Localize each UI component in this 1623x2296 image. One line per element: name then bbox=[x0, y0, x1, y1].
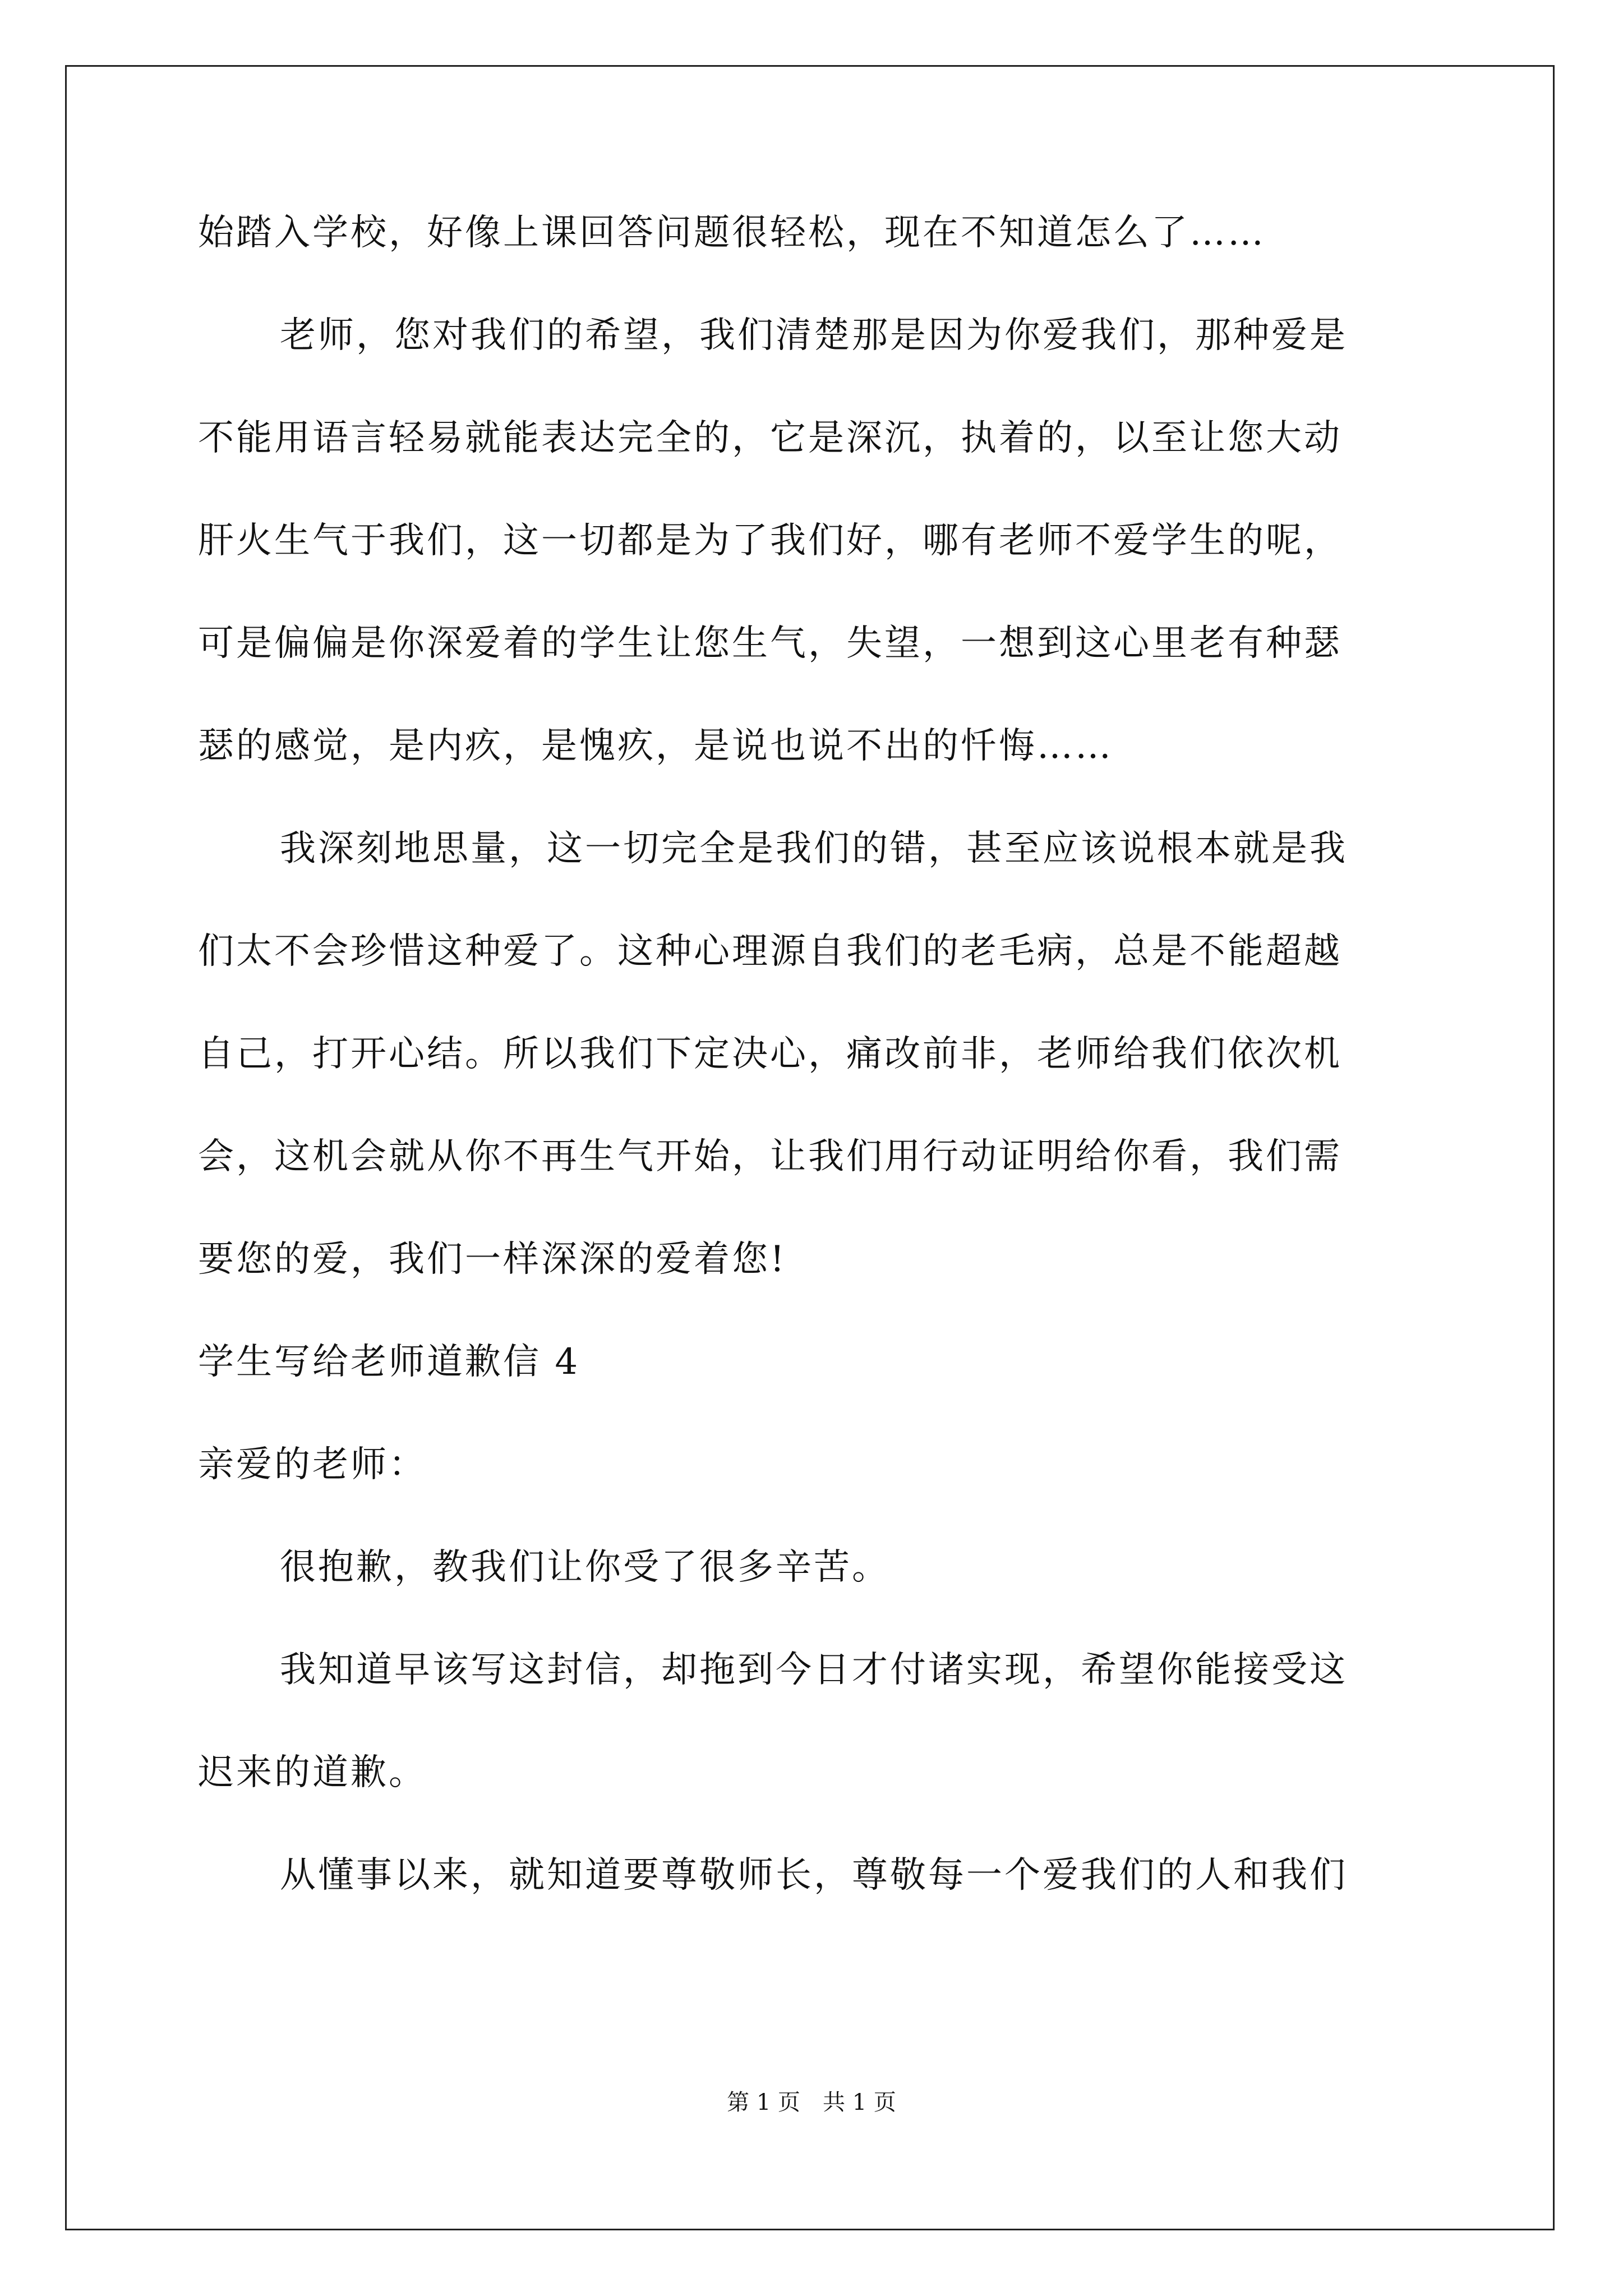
section-heading: 学生写给老师道歉信 4 bbox=[198, 1341, 580, 1383]
text-line: 老师，您对我们的希望，我们清楚那是因为你爱我们，那种爱是 bbox=[280, 315, 1348, 356]
text-line: 我深刻地思量，这一切完全是我们的错，甚至应该说根本就是我 bbox=[280, 828, 1348, 869]
text-line: 们太不会珍惜这种爱了。这种心理源自我们的老毛病，总是不能超越 bbox=[198, 931, 1342, 972]
text-line: 会，这机会就从你不再生气开始，让我们用行动证明给你看，我们需 bbox=[198, 1136, 1342, 1177]
text-line: 不能用语言轻易就能表达完全的，它是深沉，执着的，以至让您大动 bbox=[198, 417, 1342, 459]
text-line: 瑟的感觉，是内疚，是愧疚，是说也说不出的忏悔…… bbox=[198, 725, 1113, 767]
text-line: 要您的爱，我们一样深深的爱着您! bbox=[198, 1239, 787, 1280]
text-line: 始踏入学校，好像上课回答问题很轻松，现在不知道怎么了…… bbox=[198, 212, 1266, 254]
text-line: 迟来的道歉。 bbox=[198, 1752, 427, 1793]
salutation: 亲爱的老师： bbox=[198, 1444, 427, 1485]
text-line: 从懂事以来，就知道要尊敬师长，尊敬每一个爱我们的人和我们 bbox=[280, 1855, 1348, 1896]
page-footer: 第 1 页 共 1 页 bbox=[727, 2090, 896, 2115]
text-line: 我知道早该写这封信，却拖到今日才付诸实现，希望你能接受这 bbox=[280, 1649, 1348, 1691]
text-line: 可是偏偏是你深爱着的学生让您生气，失望，一想到这心里老有种瑟 bbox=[198, 623, 1342, 664]
text-line: 自己，打开心结。所以我们下定决心，痛改前非，老师给我们依次机 bbox=[198, 1033, 1342, 1075]
text-line: 肝火生气于我们，这一切都是为了我们好，哪有老师不爱学生的呢， bbox=[198, 520, 1342, 562]
text-line: 很抱歉，教我们让你受了很多辛苦。 bbox=[280, 1547, 890, 1588]
